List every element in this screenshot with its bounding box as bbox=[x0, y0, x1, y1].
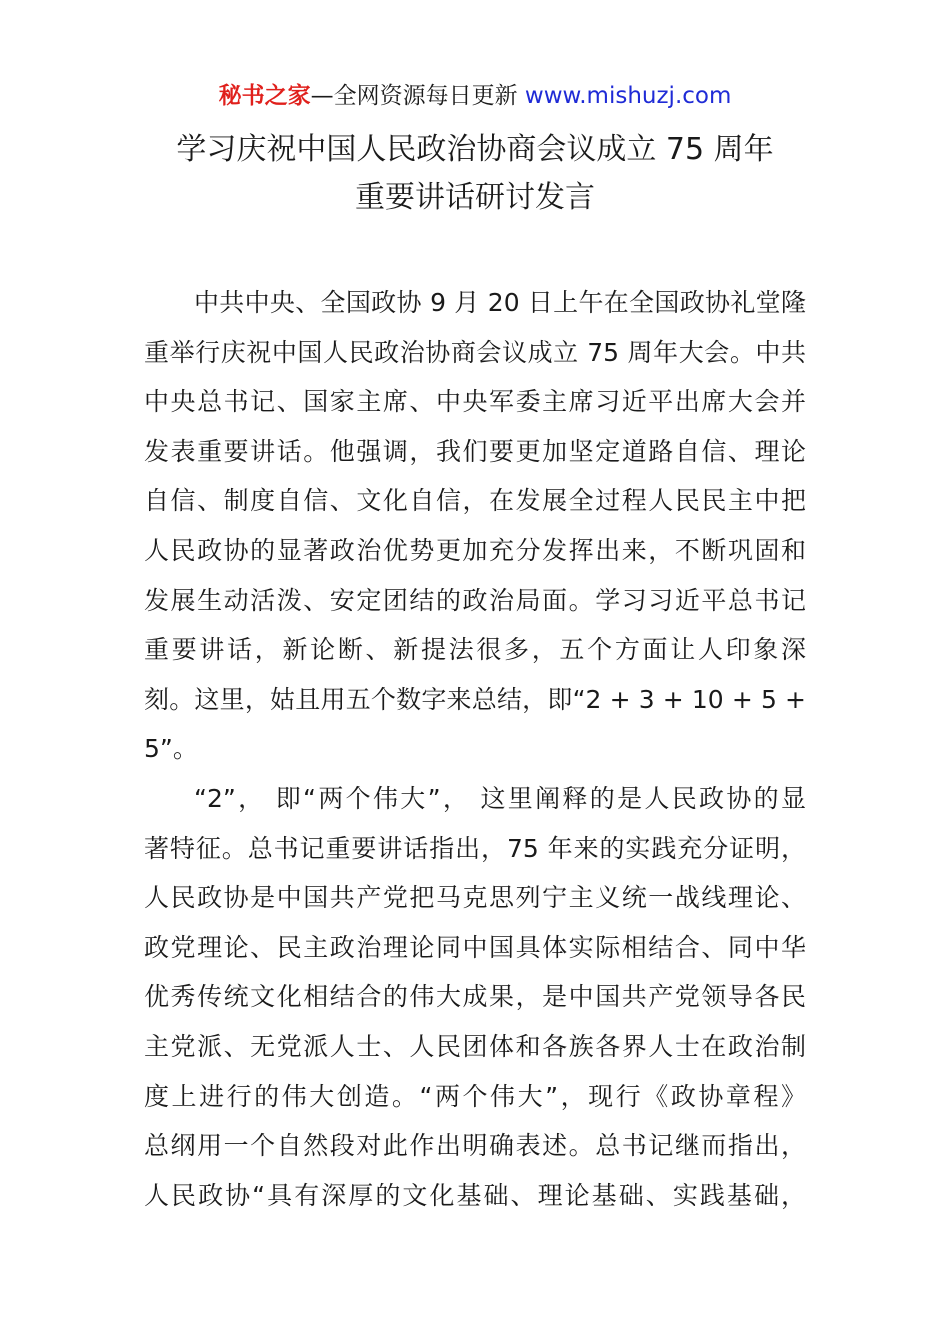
text-line: 优秀传统文化相结合的伟大成果，是中国共产党领导各民 bbox=[144, 982, 806, 1012]
text-line: 主党派、无党派人士、人民团体和各族各界人士在政治制 bbox=[144, 1031, 806, 1061]
text-line: 人民政协“具有深厚的文化基础、理论基础、实践基础， bbox=[144, 1180, 806, 1210]
text-line: 人民政协的显著政治优势更加充分发挥出来，不断巩固和 bbox=[144, 535, 806, 565]
text-line: 著特征。总书记重要讲话指出，75 年来的实践充分证明， bbox=[144, 833, 806, 863]
text-line: 5”。 bbox=[144, 734, 198, 764]
paragraph-1 bbox=[144, 278, 806, 774]
site-banner bbox=[0, 80, 950, 112]
text-line: 重举行庆祝中国人民政治协商会议成立 75 周年大会。中共 bbox=[144, 337, 806, 367]
text-line: 发表重要讲话。他强调，我们要更加坚定道路自信、理论 bbox=[144, 436, 806, 466]
text-line: 总纲用一个自然段对此作出明确表述。总书记继而指出， bbox=[144, 1131, 806, 1161]
text-line: “2”， 即“两个伟大”， 这里阐释的是人民政协的显 bbox=[194, 783, 806, 813]
brand-name: 秘书之家 bbox=[218, 83, 311, 109]
banner-tagline: —全网资源每日更新 bbox=[310, 83, 525, 109]
text-line: 发展生动活泼、安定团结的政治局面。学习习近平总书记 bbox=[144, 585, 806, 615]
text-line: 刻。这里，姑且用五个数字来总结，即“2 + 3 + 10 + 5 + bbox=[144, 684, 806, 714]
document-body bbox=[144, 278, 806, 1220]
text-line: 自信、制度自信、文化自信，在发展全过程人民民主中把 bbox=[144, 486, 806, 516]
document-title bbox=[0, 126, 950, 222]
text-line: 政党理论、民主政治理论同中国具体实际相结合、同中华 bbox=[144, 932, 806, 962]
text-line: 中央总书记、国家主席、中央军委主席习近平出席大会并 bbox=[144, 387, 806, 417]
title-line-1: 学习庆祝中国人民政治协商会议成立 75 周年 bbox=[176, 132, 774, 167]
site-url-link[interactable]: www.mishuzj.com bbox=[524, 83, 732, 109]
title-line-2: 重要讲话研讨发言 bbox=[355, 180, 595, 215]
text-line: 中共中央、全国政协 9 月 20 日上午在全国政协礼堂隆 bbox=[194, 288, 806, 317]
paragraph-2 bbox=[144, 774, 806, 1220]
text-line: 度上进行的伟大创造。“两个伟大”，现行《政协章程》 bbox=[144, 1081, 806, 1111]
text-line: 重要讲话，新论断、新提法很多，五个方面让人印象深 bbox=[144, 635, 806, 665]
text-line: 人民政协是中国共产党把马克思列宁主义统一战线理论、 bbox=[144, 883, 806, 913]
